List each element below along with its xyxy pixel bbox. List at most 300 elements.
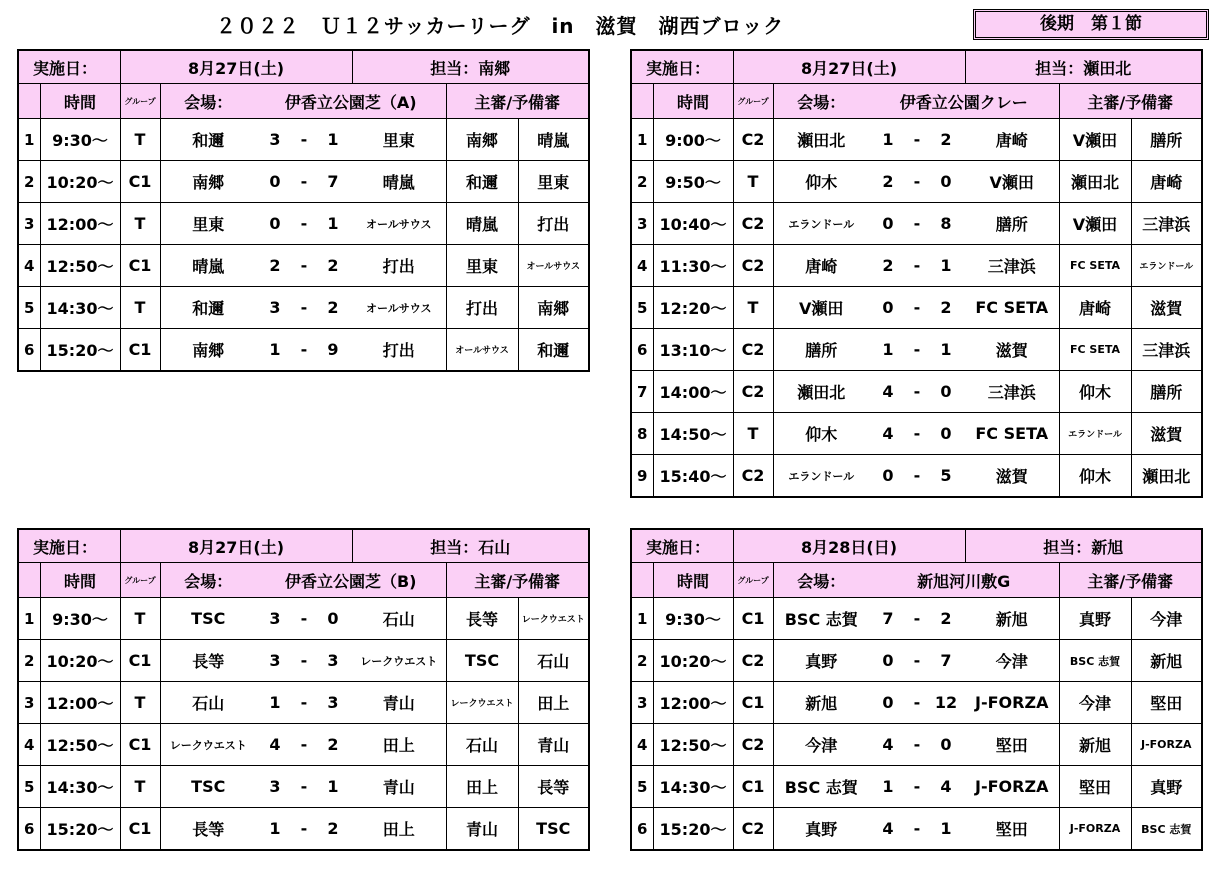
referee-header: 主審/予備審 <box>446 84 589 119</box>
main-referee: FC SETA <box>1059 329 1131 371</box>
main-referee: 唐崎 <box>1059 287 1131 329</box>
main-referee: V瀬田 <box>1059 119 1131 161</box>
reserve-referee: 晴嵐 <box>518 119 589 161</box>
home-team: 瀬田北 <box>773 371 869 413</box>
reserve-referee: J-FORZA <box>1131 724 1202 766</box>
group-header: グループ <box>120 84 160 119</box>
match-time: 15:20～ <box>40 808 120 851</box>
away-score: 0 <box>927 161 965 203</box>
away-score: 0 <box>927 413 965 455</box>
main-referee: TSC <box>446 640 518 682</box>
home-score: 2 <box>869 161 907 203</box>
home-score: 0 <box>869 203 907 245</box>
match-number: 5 <box>631 287 653 329</box>
match-row <box>18 245 589 287</box>
away-score: 1 <box>927 808 965 851</box>
match-group: T <box>733 161 773 203</box>
home-team: TSC <box>160 766 256 808</box>
date-value: 8月27日(土) <box>120 529 352 563</box>
away-score: 0 <box>927 371 965 413</box>
away-team: FC SETA <box>965 287 1059 329</box>
reserve-referee: 青山 <box>518 724 589 766</box>
main-referee: 長等 <box>446 598 518 640</box>
away-team: 堅田 <box>965 808 1059 851</box>
match-number: 2 <box>18 640 40 682</box>
away-score: 2 <box>314 245 352 287</box>
reserve-referee: 堅田 <box>1131 682 1202 724</box>
away-score: 2 <box>927 119 965 161</box>
home-score: 4 <box>256 724 294 766</box>
home-team: 真野 <box>773 640 869 682</box>
away-team: 晴嵐 <box>352 161 446 203</box>
date-label: 実施日： <box>631 50 733 84</box>
home-team: 里東 <box>160 203 256 245</box>
main-referee: オールサウス <box>446 329 518 372</box>
number-header <box>18 84 40 119</box>
match-group: T <box>733 413 773 455</box>
match-time: 14:30～ <box>653 766 733 808</box>
main-referee: 里東 <box>446 245 518 287</box>
match-group: C1 <box>120 329 160 372</box>
match-time: 12:00～ <box>40 203 120 245</box>
score-dash: - <box>294 329 314 372</box>
away-score: 1 <box>927 245 965 287</box>
home-score: 3 <box>256 598 294 640</box>
reserve-referee: レークウエスト <box>518 598 589 640</box>
reserve-referee: 滋賀 <box>1131 413 1202 455</box>
match-row <box>631 287 1202 329</box>
score-dash: - <box>907 245 927 287</box>
date-value: 8月27日(土) <box>120 50 352 84</box>
match-number: 3 <box>18 203 40 245</box>
main-referee: 今津 <box>1059 682 1131 724</box>
reserve-referee: 三津浜 <box>1131 203 1202 245</box>
away-score: 5 <box>927 455 965 498</box>
match-time: 14:30～ <box>40 287 120 329</box>
match-group: T <box>120 682 160 724</box>
away-score: 1 <box>927 329 965 371</box>
match-row <box>18 808 589 851</box>
main-referee: 仰木 <box>1059 371 1131 413</box>
match-group: C2 <box>733 203 773 245</box>
score-dash: - <box>294 161 314 203</box>
score-dash: - <box>907 119 927 161</box>
match-number: 6 <box>18 808 40 851</box>
home-score: 0 <box>256 161 294 203</box>
venue-label: 会場： <box>773 563 869 598</box>
match-time: 12:20～ <box>653 287 733 329</box>
away-score: 1 <box>314 119 352 161</box>
match-row <box>631 682 1202 724</box>
home-score: 0 <box>256 203 294 245</box>
match-number: 2 <box>18 161 40 203</box>
score-dash: - <box>907 682 927 724</box>
reserve-referee: 今津 <box>1131 598 1202 640</box>
score-dash: - <box>294 119 314 161</box>
date-label: 実施日： <box>18 529 120 563</box>
match-row <box>18 287 589 329</box>
reserve-referee: BSC 志賀 <box>1131 808 1202 851</box>
away-team: レークウエスト <box>352 640 446 682</box>
away-score: 1 <box>314 766 352 808</box>
reserve-referee: 南郷 <box>518 287 589 329</box>
score-dash: - <box>907 287 927 329</box>
away-team: FC SETA <box>965 413 1059 455</box>
home-team: 膳所 <box>773 329 869 371</box>
referee-header: 主審/予備審 <box>1059 84 1202 119</box>
away-score: 2 <box>927 287 965 329</box>
reserve-referee: 新旭 <box>1131 640 1202 682</box>
main-referee: 堅田 <box>1059 766 1131 808</box>
main-referee: J-FORZA <box>1059 808 1131 851</box>
match-number: 5 <box>631 766 653 808</box>
home-score: 3 <box>256 119 294 161</box>
home-team: TSC <box>160 598 256 640</box>
match-time: 9:30～ <box>40 598 120 640</box>
away-score: 12 <box>927 682 965 724</box>
venue-label: 会場： <box>773 84 869 119</box>
away-score: 7 <box>927 640 965 682</box>
time-header: 時間 <box>40 84 120 119</box>
venue-label: 会場： <box>160 84 256 119</box>
home-team: 石山 <box>160 682 256 724</box>
match-time: 9:30～ <box>40 119 120 161</box>
venue-name: 伊香立公園芝（B) <box>256 563 446 598</box>
away-score: 2 <box>314 808 352 851</box>
away-score: 3 <box>314 682 352 724</box>
match-number: 1 <box>18 119 40 161</box>
match-number: 9 <box>631 455 653 498</box>
match-number: 1 <box>18 598 40 640</box>
page-title: ２０２２ Ｕ１２サッカーリーグ in 滋賀 湖西ブロック <box>215 14 785 38</box>
schedule-table <box>17 49 590 372</box>
match-group: C1 <box>120 245 160 287</box>
score-dash: - <box>294 640 314 682</box>
match-row <box>631 161 1202 203</box>
match-group: C2 <box>733 808 773 851</box>
match-row <box>631 203 1202 245</box>
away-team: 滋賀 <box>965 329 1059 371</box>
match-group: C1 <box>733 766 773 808</box>
away-team: 三津浜 <box>965 371 1059 413</box>
main-referee: FC SETA <box>1059 245 1131 287</box>
schedule-table <box>630 49 1203 498</box>
match-time: 12:50～ <box>653 724 733 766</box>
reserve-referee: 唐崎 <box>1131 161 1202 203</box>
home-score: 1 <box>869 119 907 161</box>
away-score: 9 <box>314 329 352 372</box>
reserve-referee: 里東 <box>518 161 589 203</box>
schedule-table <box>17 528 590 851</box>
match-time: 9:30～ <box>653 598 733 640</box>
match-row <box>631 371 1202 413</box>
home-team: V瀬田 <box>773 287 869 329</box>
match-row <box>631 455 1202 498</box>
away-score: 3 <box>314 640 352 682</box>
group-header: グループ <box>120 563 160 598</box>
home-score: 0 <box>869 287 907 329</box>
main-referee: BSC 志賀 <box>1059 640 1131 682</box>
date-value: 8月27日(土) <box>733 50 965 84</box>
home-score: 1 <box>256 682 294 724</box>
match-group: T <box>120 203 160 245</box>
time-header: 時間 <box>653 84 733 119</box>
match-time: 15:20～ <box>40 329 120 372</box>
home-team: 南郷 <box>160 329 256 372</box>
main-referee: 青山 <box>446 808 518 851</box>
match-time: 10:20～ <box>40 640 120 682</box>
match-number: 4 <box>18 245 40 287</box>
date-label: 実施日： <box>631 529 733 563</box>
score-dash: - <box>907 724 927 766</box>
home-team: 今津 <box>773 724 869 766</box>
match-group: C1 <box>120 808 160 851</box>
away-score: 0 <box>314 598 352 640</box>
away-team: 青山 <box>352 766 446 808</box>
match-number: 4 <box>631 245 653 287</box>
home-team: エランドール <box>773 203 869 245</box>
match-number: 4 <box>18 724 40 766</box>
match-group: C2 <box>733 724 773 766</box>
reserve-referee: 瀬田北 <box>1131 455 1202 498</box>
match-group: T <box>120 119 160 161</box>
match-number: 6 <box>18 329 40 372</box>
match-number: 6 <box>631 808 653 851</box>
home-score: 2 <box>256 245 294 287</box>
match-time: 9:50～ <box>653 161 733 203</box>
match-row <box>631 119 1202 161</box>
match-number: 5 <box>18 287 40 329</box>
match-time: 13:10～ <box>653 329 733 371</box>
match-group: C1 <box>120 161 160 203</box>
match-time: 12:50～ <box>40 245 120 287</box>
reserve-referee: エランドール <box>1131 245 1202 287</box>
home-score: 2 <box>869 245 907 287</box>
home-score: 4 <box>869 808 907 851</box>
match-number: 2 <box>631 640 653 682</box>
match-group: T <box>120 287 160 329</box>
match-time: 10:40～ <box>653 203 733 245</box>
main-referee: 新旭 <box>1059 724 1131 766</box>
home-team: BSC 志賀 <box>773 598 869 640</box>
match-row <box>18 203 589 245</box>
reserve-referee: TSC <box>518 808 589 851</box>
match-time: 10:20～ <box>40 161 120 203</box>
match-row <box>631 808 1202 851</box>
match-row <box>631 724 1202 766</box>
home-score: 3 <box>256 287 294 329</box>
away-score: 0 <box>927 724 965 766</box>
home-score: 3 <box>256 766 294 808</box>
home-team: 仰木 <box>773 413 869 455</box>
home-score: 1 <box>869 766 907 808</box>
match-number: 8 <box>631 413 653 455</box>
manager-label: 担当：南郷 <box>352 50 589 84</box>
score-dash: - <box>294 203 314 245</box>
manager-label: 担当：石山 <box>352 529 589 563</box>
main-referee: 和邇 <box>446 161 518 203</box>
score-dash: - <box>907 766 927 808</box>
score-dash: - <box>907 161 927 203</box>
reserve-referee: 田上 <box>518 682 589 724</box>
main-referee: 南郷 <box>446 119 518 161</box>
venue-name: 新旭河川敷G <box>869 563 1059 598</box>
match-row <box>18 329 589 372</box>
away-team: 膳所 <box>965 203 1059 245</box>
match-time: 11:30～ <box>653 245 733 287</box>
home-score: 1 <box>869 329 907 371</box>
away-score: 8 <box>927 203 965 245</box>
match-number: 2 <box>631 161 653 203</box>
match-group: C1 <box>733 682 773 724</box>
score-dash: - <box>907 413 927 455</box>
away-score: 1 <box>314 203 352 245</box>
match-group: C2 <box>733 119 773 161</box>
number-header <box>631 563 653 598</box>
away-team: 唐崎 <box>965 119 1059 161</box>
referee-header: 主審/予備審 <box>1059 563 1202 598</box>
match-time: 12:50～ <box>40 724 120 766</box>
reserve-referee: 三津浜 <box>1131 329 1202 371</box>
main-referee: レークウエスト <box>446 682 518 724</box>
home-team: 南郷 <box>160 161 256 203</box>
match-row <box>631 329 1202 371</box>
match-row <box>631 598 1202 640</box>
match-number: 3 <box>631 203 653 245</box>
home-team: 長等 <box>160 808 256 851</box>
home-score: 3 <box>256 640 294 682</box>
reserve-referee: 石山 <box>518 640 589 682</box>
match-number: 3 <box>18 682 40 724</box>
date-label: 実施日： <box>18 50 120 84</box>
match-row <box>18 766 589 808</box>
main-referee: 石山 <box>446 724 518 766</box>
reserve-referee: 打出 <box>518 203 589 245</box>
away-team: オールサウス <box>352 203 446 245</box>
match-time: 14:50～ <box>653 413 733 455</box>
match-row <box>631 766 1202 808</box>
number-header <box>631 84 653 119</box>
home-score: 4 <box>869 413 907 455</box>
match-time: 14:00～ <box>653 371 733 413</box>
match-time: 15:20～ <box>653 808 733 851</box>
home-team: エランドール <box>773 455 869 498</box>
match-group: C2 <box>733 640 773 682</box>
home-team: 真野 <box>773 808 869 851</box>
main-referee: 晴嵐 <box>446 203 518 245</box>
home-score: 0 <box>869 455 907 498</box>
away-team: J-FORZA <box>965 682 1059 724</box>
home-score: 0 <box>869 682 907 724</box>
match-group: C1 <box>120 640 160 682</box>
score-dash: - <box>294 245 314 287</box>
home-team: 晴嵐 <box>160 245 256 287</box>
reserve-referee: 長等 <box>518 766 589 808</box>
away-team: 田上 <box>352 724 446 766</box>
match-row <box>18 119 589 161</box>
away-score: 2 <box>314 287 352 329</box>
match-group: T <box>120 598 160 640</box>
match-row <box>18 682 589 724</box>
away-team: 青山 <box>352 682 446 724</box>
score-dash: - <box>907 808 927 851</box>
home-team: 唐崎 <box>773 245 869 287</box>
match-time: 9:00～ <box>653 119 733 161</box>
away-team: V瀬田 <box>965 161 1059 203</box>
match-group: T <box>120 766 160 808</box>
home-team: 新旭 <box>773 682 869 724</box>
venue-name: 伊香立公園芝（A) <box>256 84 446 119</box>
reserve-referee: オールサウス <box>518 245 589 287</box>
reserve-referee: 膳所 <box>1131 119 1202 161</box>
match-number: 3 <box>631 682 653 724</box>
match-group: C1 <box>120 724 160 766</box>
main-referee: 瀬田北 <box>1059 161 1131 203</box>
away-team: 打出 <box>352 245 446 287</box>
home-score: 1 <box>256 329 294 372</box>
score-dash: - <box>294 682 314 724</box>
reserve-referee: 真野 <box>1131 766 1202 808</box>
away-team: 石山 <box>352 598 446 640</box>
match-number: 1 <box>631 598 653 640</box>
group-header: グループ <box>733 563 773 598</box>
match-row <box>18 640 589 682</box>
match-time: 10:20～ <box>653 640 733 682</box>
score-dash: - <box>294 766 314 808</box>
home-score: 1 <box>256 808 294 851</box>
home-team: レークウエスト <box>160 724 256 766</box>
match-time: 12:00～ <box>653 682 733 724</box>
match-number: 6 <box>631 329 653 371</box>
main-referee: 真野 <box>1059 598 1131 640</box>
referee-header: 主審/予備審 <box>446 563 589 598</box>
score-dash: - <box>907 598 927 640</box>
away-team: 打出 <box>352 329 446 372</box>
match-time: 12:00～ <box>40 682 120 724</box>
match-row <box>18 161 589 203</box>
venue-label: 会場： <box>160 563 256 598</box>
number-header <box>18 563 40 598</box>
main-referee: 田上 <box>446 766 518 808</box>
home-score: 0 <box>869 640 907 682</box>
home-team: BSC 志賀 <box>773 766 869 808</box>
away-team: 新旭 <box>965 598 1059 640</box>
away-team: 堅田 <box>965 724 1059 766</box>
schedule-table <box>630 528 1203 851</box>
reserve-referee: 膳所 <box>1131 371 1202 413</box>
away-score: 2 <box>314 724 352 766</box>
period-label: 後期 第１節 <box>973 9 1209 40</box>
manager-label: 担当：瀬田北 <box>965 50 1202 84</box>
match-row <box>631 413 1202 455</box>
away-team: 滋賀 <box>965 455 1059 498</box>
match-number: 4 <box>631 724 653 766</box>
away-team: J-FORZA <box>965 766 1059 808</box>
match-row <box>631 245 1202 287</box>
away-team: 三津浜 <box>965 245 1059 287</box>
home-team: 和邇 <box>160 119 256 161</box>
score-dash: - <box>907 455 927 498</box>
match-group: T <box>733 287 773 329</box>
main-referee: エランドール <box>1059 413 1131 455</box>
score-dash: - <box>907 203 927 245</box>
match-group: C2 <box>733 329 773 371</box>
home-team: 和邇 <box>160 287 256 329</box>
reserve-referee: 滋賀 <box>1131 287 1202 329</box>
score-dash: - <box>294 808 314 851</box>
away-team: オールサウス <box>352 287 446 329</box>
away-score: 7 <box>314 161 352 203</box>
